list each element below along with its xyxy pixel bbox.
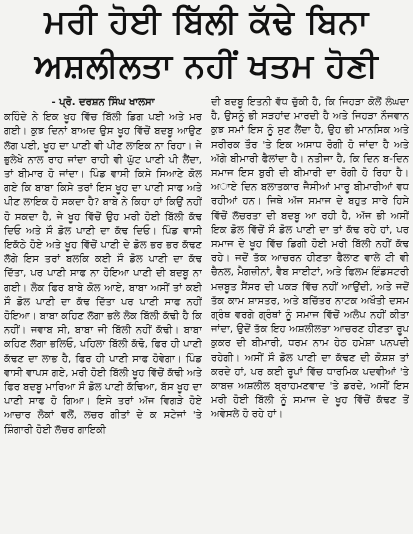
author-byline: - ਪ੍ਰੋ. ਦਰਸ਼ਨ ਸਿੰਘ ਖਾਲਸਾ	[51, 97, 155, 108]
article-column-right	[211, 96, 409, 532]
article-body	[4, 96, 409, 532]
article-column-left	[4, 96, 202, 532]
article-paragraph: ਦੀ ਬਦਬੂ ਇਤਨੀ ਵੱਧ ਚੁੱਕੀ ਹੈ, ਕਿ ਜਿਹੜਾ ਕੋਲੋਂ ਲੰਘਦਾ ਹੈ, ਉਸਨੂੰ ਭੀ ਸੜਹਾਂਦ ਮਾਰਦੀ ਹੈ ਅਤੇ ਜਿਹੜਾ ਨੌਜਵਾਨ ਕੁਝ ਸਮਾਂ ਇਸ ਨੂੰ ਸੁਣ ਲੈਂਦਾ ਹੈ, ਉਹ ਭੀ ਮਾਨਸਿਕ ਅਤੇ ਸਰੀਰਕ ਤੌਰ 'ਤੇ ਇਕ ਅਸਾਧ ਰੋਗੀ ਹੋ ਜਾਂਦਾ ਹੈ ਅਤੇ ਅੱਗੇ ਬੀਮਾਰੀ ਫੈਲਾਂਦਾ ਹੈ। ਨਤੀਜਾ ਹੈ, ਕਿ ਦਿਨ ਬ-ਦਿਨ ਸਮਾਜ ਇਸ ਬੁਰੀ ਦੀ ਬੀਮਾਰੀ ਦਾ ਰੋਗੀ ਹੋ ਰਿਹਾ ਹੈ। ਅਾਏ ਦਿਨ ਬਲਾਤਕਾਰ ਜੈਸੀਆਂ ਮਾਰੂ ਬੀਮਾਰੀਆਂ ਵਧ ਰਹੀਆਂ ਹਨ। ਜਿਥੇ ਅੱਜ ਸਮਾਜ ਦੇ ਬਹੁਤ ਸਾਰੇ ਹਿਸੇ ਵਿੱਚੋਂ ਲੱਚਰਤਾ ਦੀ ਬਦਬੂ ਆ ਰਹੀ ਹੈ, ਅੱਜ ਭੀ ਅਸੀਂ ਇਕ ਡੋਲ ਵਿੱਚੋਂ ਸੌ ਡੋਲ ਪਾਣੀ ਦਾ ਤਾਂ ਕੱਢ ਰਹੇ ਹਾਂ, ਪਰ ਸਮਾਜ ਦੇ ਖੂਹ ਵਿੱਚ ਡਿਗੀ ਹੋਈ ਮਰੀ ਬਿੱਲੀ ਨਹੀਂ ਕੱਢ ਰਹੇ। ਜਦੋਂ ਤੱਕ ਆਚਰਨ ਹੀਣਤਾ ਫੈਲਾਣ ਵਾਲੇ ਟੀ ਵੀ ਚੈਨਲ, ਮੈਗਜ਼ੀਨਾਂ, ਵੈਬ ਸਾਈਟਾਂ, ਅਤੇ ਫਿਲਮ ਇੰਡਸਟਰੀ ਮਜ਼ਬੂਤ ਸੈਂਸਰ ਦੀ ਪਕੜ ਵਿੱਚ ਨਹੀਂ ਆਉਂਦੀ, ਅਤੇ ਜਦੋਂ ਤੱਕ ਕਾਮ ਸ਼ਾਸਤਰ, ਅਤੇ ਬਚਿੱਤਰ ਨਾਟਕ ਅਖੌਤੀ ਦਸਮ ਗ੍ਰੰਥ ਵਰਗੇ ਗ੍ਰੰਥਾਂ ਨੂੰ ਸਮਾਜ ਵਿੱਚੋਂ ਅਲੋਪ ਨਹੀਂ ਕੀਤਾ ਜਾਂਦਾ, ਉਦੋਂ ਤੱਕ ਇਹ ਅਸ਼ਲੀਲਤਾ ਆਚਰਣ ਹੀਣਤਾ ਰੂਪ ਕੁਕਰ ਦੀ ਬੀਮਾਰੀ, ਧਰਮ ਨਾਮ ਹੇਠ ਹਮੇਸ਼ਾ ਪਨਪਦੀ ਰਹੇਗੀ। ਅਸੀਂ ਸੌ ਡੋਲ ਪਾਣੀ ਦਾ ਕੱਢਣ ਦੀ ਕੋਸ਼ਸ਼ ਤਾਂ ਕਰਦੇ ਹਾਂ, ਪਰ ਕਈ ਰੂਪਾਂ ਵਿੱਚ ਧਾਰਮਿਕ ਪਦਵੀਆਂ 'ਤੇ ਕਾਬਜ਼ ਅਸ਼ਲੀਲ ਬ੍ਰਾਹਮਣਵਾਦ 'ਤੇ ਡਰਦੇ, ਅਸੀਂ ਇਸ ਮਰੀ ਹੋਈ ਬਿੱਲੀ ਨੂੰ ਸਮਾਜ ਦੇ ਖੂਹ ਵਿੱਚੋਂ ਕੱਢਣ ਤੋਂ ਅਵੇਸਲੇ ਹੋ ਰਹੇ ਹਾਂ।	[211, 97, 409, 421]
article-paragraph: ਕਹਿੰਦੇ ਨੇ ਇਕ ਖੂਹ ਵਿੱਚ ਬਿੱਲੀ ਡਿਗ ਪਈ ਅਤੇ ਮਰ ਗਈ। ਕੁਝ ਦਿਨਾਂ ਬਾਅਦ ਉਸ ਖੂਹ ਵਿੱਚੋਂ ਬਦਬੂ ਆਉਣ ਲੱਗ ਪਈ, ਖੂਹ ਦਾ ਪਾਣੀ ਵੀ ਪੀਣ ਲਾਇਕ ਨਾ ਰਿਹਾ। ਜੇ ਭੁਲੇਖੇ ਨਾਲ ਰਾਹ ਜਾਂਦਾ ਰਾਹੀ ਵੀ ਘੁੱਟ ਪਾਣੀ ਪੀ ਲੈਂਦਾ, ਤਾਂ ਬੀਮਾਰ ਹੋ ਜਾਂਦਾ। ਪਿੰਡ ਵਾਸੀ ਕਿਸੇ ਸਿਆਣੇ ਕੋਲ ਗਏ ਕਿ ਬਾਬਾ ਕਿਸੇ ਤਰਾਂ ਇਸ ਖੂਹ ਦਾ ਪਾਣੀ ਸਾਫ ਅਤੇ ਪੀਣ ਲਾਇਕ ਹੋ ਸਕਦਾ ਹੈ? ਬਾਬੇ ਨੇ ਕਿਹਾ ਹਾਂ ਕਿਉਂ ਨਹੀਂ ਹੋ ਸਕਦਾ ਹੈ, ਜੇ ਖੂਹ ਵਿੱਚੋਂ ਉਹ ਮਰੀ ਹੋਈ ਬਿੱਲੀ ਕੱਢ ਦਿਓ ਅਤੇ ਸੌ ਡੋਲ ਪਾਣੀ ਦਾ ਕੱਢ ਦਿਓ। ਪਿੰਡ ਵਾਸੀ ਇਕੱਠੇ ਹੋਏ ਅਤੇ ਖੂਹ ਵਿੱਚੋਂ ਪਾਣੀ ਦੇ ਡੋਲ ਭਰ ਭਰ ਕੱਢਣ ਲੱਗੇ ਇਸ ਤਰਾਂ ਬਲਕਿ ਕਈ ਸੌ ਡੋਲ ਪਾਣੀ ਦਾ ਕੱਢ ਦਿੱਤਾ, ਪਰ ਪਾਣੀ ਸਾਫ ਨਾ ਹੋਇਆ ਪਾਣੀ ਦੀ ਬਦਬੂ ਨਾ ਗਈ। ਲੋਕ ਫਿਰ ਬਾਬੇ ਕੋਲ ਆਏ, ਬਾਬਾ ਅਸੀਂ ਤਾਂ ਕਈ ਸੌ ਡੋਲ ਪਾਣੀ ਦਾ ਕੱਢ ਦਿੱਤਾ ਪਰ ਪਾਣੀ ਸਾਫ ਨਹੀਂ ਹੋਇਆ। ਬਾਬਾ ਕਹਿਣ ਲੱਗਾ ਭਲੇ ਲੋਕ ਬਿੱਲੀ ਕੱਢੀ ਹੈ ਕਿ ਨਹੀਂ। ਜਵਾਬ ਸੀ, ਬਾਬਾ ਜੀ ਬਿੱਲੀ ਨਹੀਂ ਕੱਢੀ। ਬਾਬਾ ਕਹਿਣ ਲੱਗਾ ਭਲਿਓ, ਪਹਿਲਾ ਬਿੱਲੀ ਕੱਢੋ, ਫਿਰ ਹੀ ਪਾਣੀ ਕੱਢਣ ਦਾ ਲਾਭ ਹੈ, ਫਿਰ ਹੀ ਪਾਣੀ ਸਾਫ ਹੋਵੇਗਾ। ਪਿੰਡ ਵਾਸੀ ਵਾਪਸ ਗਏ, ਮਰੀ ਹੋਈ ਬਿੱਲੀ ਖੂਹ ਵਿੱਚੋਂ ਕੱਢੀ ਅਤੇ ਫਿਰ ਬਦਬੂ ਮਾਰਿਆ ਸੌ ਡੋਲ ਪਾਣੀ ਕੱਢਿਆ, ਬੱਸ ਖੂਹ ਦਾ ਪਾਣੀ ਸਾਫ ਹੋ ਗਿਆ। ਇਸੇ ਤਰਾਂ ਅੱਜ ਵਿਗੜੇ ਹੋਏ ਆਚਾਰ ਲੋਕਾਂ ਵਲੋਂ, ਲਚਰ ਗੀਤਾਂ ਦੇ ਕ ਸਟੇਜਾਂ 'ਤੇ ਸ਼ਿੰਗਾਰੀ ਹੋਈ ਲੱਚਰ ਗਾਇਕੀ	[4, 112, 202, 436]
headline-line-2: ਅਸ਼ਲੀਲਤਾ ਨਹੀਂ ਖਤਮ ਹੋਣੀ	[34, 46, 379, 85]
headline-line-1: ਮਰੀ ਹੋਈ ਬਿੱਲੀ ਕੱਢੇ ਬਿਨਾ	[44, 2, 369, 41]
